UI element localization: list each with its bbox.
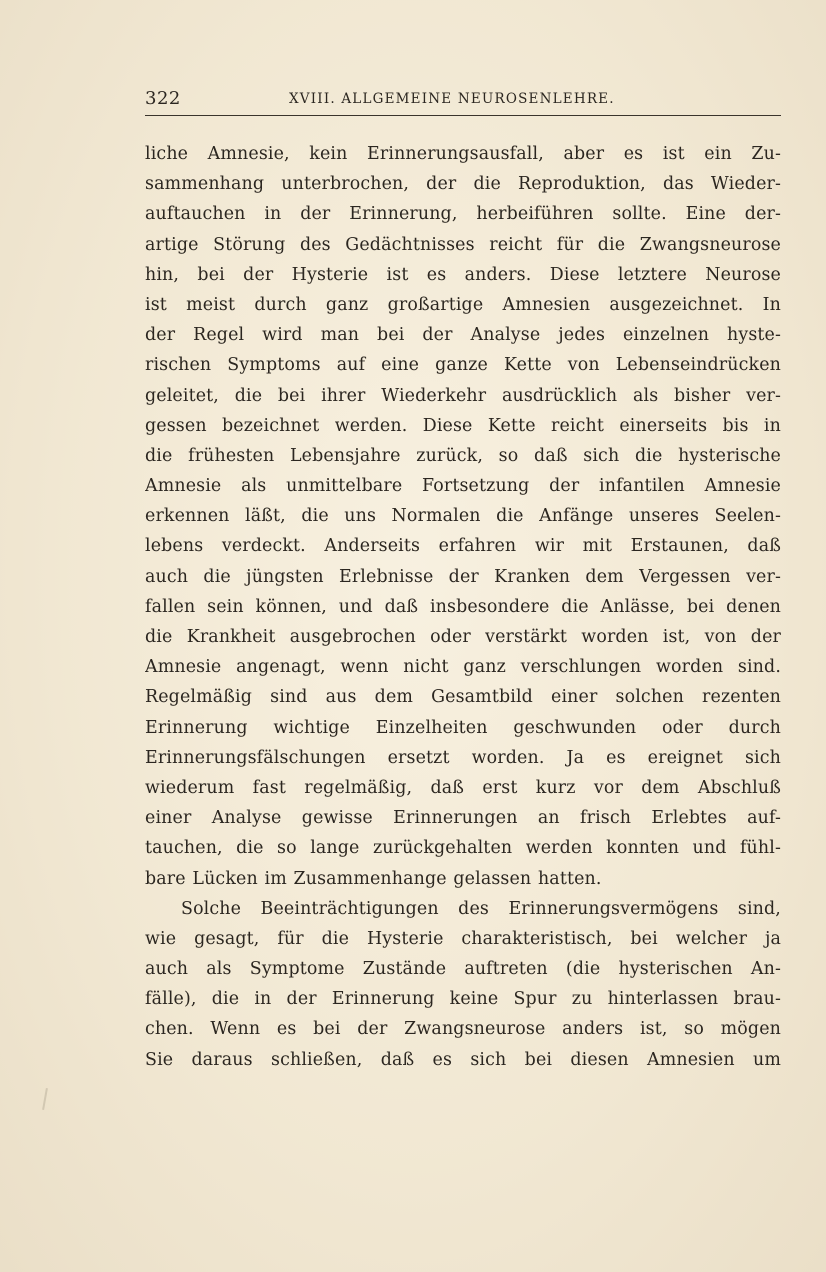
text-line: einer Analyse gewisse Erinnerungen an frisch Erlebtes auf- [145, 808, 781, 829]
text-line: sammenhang unterbrochen, der die Reproduktion, das Wieder- [145, 174, 781, 195]
text-line: rischen Symptoms auf eine ganze Kette von Lebenseindrücken [145, 355, 781, 376]
text-line: Amnesie als unmittelbare Fortsetzung der infantilen Amnesie [145, 476, 781, 497]
text-line: lebens verdeckt. Anderseits erfahren wir mit Erstaunen, daß [145, 536, 781, 557]
text-line: auch die jüngsten Erlebnisse der Kranken dem Vergessen ver- [145, 566, 781, 587]
text-line: erkennen läßt, die uns Normalen die Anfänge unseres Seelen- [145, 506, 781, 527]
text-line: wie gesagt, für die Hysterie charakteristisch, bei welcher ja [145, 928, 781, 949]
text-line-paragraph-start: Solche Beeinträchtigungen des Erinnerungsvermögens sind, [181, 898, 781, 919]
text-line: wiederum fast regelmäßig, daß erst kurz vor dem Abschluß [145, 777, 781, 798]
text-line: ist meist durch ganz großartige Amnesien ausgezeichnet. In [145, 294, 781, 315]
text-line: bare Lücken im Zusammenhange gelassen hatten. [145, 868, 602, 889]
text-line: die Krankheit ausgebrochen oder verstärkt worden ist, von der [145, 627, 781, 647]
text-line: Erinnerungsfälschungen ersetzt worden. Ja es ereignet sich [145, 747, 781, 768]
text-line: fälle), die in der Erinnerung keine Spur zu hinterlassen brau- [145, 989, 781, 1010]
text-line: chen. Wenn es bei der Zwangsneurose anders ist, so mögen [145, 1019, 781, 1040]
text-line: tauchen, die so lange zurückgehalten werden konnten und fühl- [145, 838, 781, 859]
text-line: gessen bezeichnet werden. Diese Kette reicht einerseits bis in [145, 415, 781, 436]
text-line: Sie daraus schließen, daß es sich bei diesen Amnesien um [145, 1049, 781, 1070]
text-line: der Regel wird man bei der Analyse jedes einzelnen hyste- [145, 325, 781, 346]
header-rule [145, 115, 781, 116]
text-line: fallen sein können, und daß insbesondere die Anlässe, bei denen [145, 596, 781, 617]
text-line: auch als Symptome Zustände auftreten (die hysterischen An- [145, 959, 781, 980]
page-number: 322 [145, 88, 181, 109]
text-line: auftauchen in der Erinnerung, herbeiführen sollte. Eine der- [145, 204, 781, 225]
text-line: die frühesten Lebensjahre zurück, so daß sich die hysterische [145, 445, 781, 466]
body-text [145, 139, 781, 1075]
text-line: geleitet, die bei ihrer Wiederkehr ausdrücklich als bisher ver- [145, 385, 781, 406]
text-line: Regelmäßig sind aus dem Gesamtbild einer solchen rezenten [145, 687, 781, 708]
text-line: Erinnerung wichtige Einzelheiten geschwunden oder durch [145, 717, 781, 738]
text-line: liche Amnesie, kein Erinnerungsausfall, aber es ist ein Zu- [145, 144, 781, 164]
running-head: XVIII. ALLGEMEINE NEUROSENLEHRE. [289, 91, 615, 107]
text-line: artige Störung des Gedächtnisses reicht für die Zwangsneurose [145, 234, 781, 255]
text-line: hin, bei der Hysterie ist es anders. Diese letztere Neurose [145, 264, 781, 285]
page-header [145, 88, 781, 114]
text-line: Amnesie angenagt, wenn nicht ganz verschlungen worden sind. [145, 657, 781, 678]
